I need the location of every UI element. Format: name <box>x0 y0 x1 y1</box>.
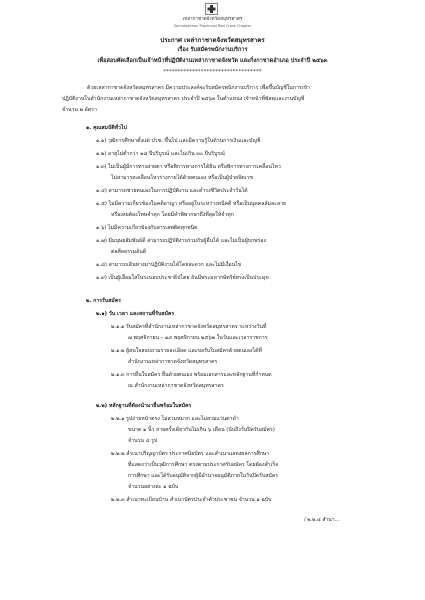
intro-line: ปฏิบัติงานในสำนักงานเหล่ากาชาดจังหวัดสมุทรสาคร ประจำปี ๒๕๖๓ ในตำแหน่ง เจ้าหน้าที่พัสดุและงานบัญชี <box>62 96 305 102</box>
section-2-1-item: ๒.๑.๓ การยื่นใบสมัคร ยื่นด้วยตนเอง พร้อมเอกสารและหลักฐานที่กำหนด <box>111 372 272 378</box>
section-1-item: ๑.๖) ไม่มีความเกี่ยวข้องกับสารเสพติดทุกชนิด <box>96 225 198 231</box>
separator-stars: ********************************** <box>163 69 262 75</box>
section-2-2-item: ๒.๒.๒ สำเนาปริญญาบัตร ประกาศนียบัตร และสำเนาแสดงผลการศึกษา <box>111 451 270 457</box>
section-2-2-item-cont: จำนวน ๔ รูป <box>128 438 158 444</box>
section-2-1-title: ๒.๑) วัน เวลา และสถานที่รับสมัคร <box>96 311 175 317</box>
announcement-purpose: เพื่อสอบคัดเลือกเป็นเจ้าหน้าที่ปฏิบัติงานเหล่ากาชาดจังหวัด และกิ่งกาชาดอำเภอ ประจำปี ๒๕๖๓ <box>97 58 328 64</box>
section-1-item: ๑.๑) วุฒิการศึกษาตั้งแต่ ปวช. ขึ้นไป และมีความรู้ในด้านการเงินและบัญชี <box>96 138 261 144</box>
section-2-1-item: ๒.๑.๒ ผู้สนใจสอบถามรายละเอียด และขอรับใบสมัครด้วยตนเองได้ที่ <box>111 348 262 354</box>
section-1-item: ๑.๒) อายุไม่ต่ำกว่า ๑๘ ปีบริบูรณ์ และไม่เกิน ๓๐ ปีบริบูรณ์ <box>96 151 225 157</box>
section-2-2-item-cont: การศึกษา และได้รับอนุมัติจากผู้มีอำนาจอนุมัติภายในวันปิดรับสมัคร <box>128 473 279 479</box>
section-1-item-cont: หรือเคยต้องโทษจำคุก โดยมีคำพิพากษาถึงที่สุดให้จำคุก <box>111 212 234 218</box>
section-2-2-item-cont: จำนวนอย่างละ ๑ ฉบับ <box>128 484 179 490</box>
intro-line: จำนวน ๒ อัตรา <box>62 107 97 113</box>
section-1-item-cont: ไม่สามารถเคลื่อนไหวร่างกายได้ด้วยตนเอง หรือเป็นผู้ป่วยจิตเวช <box>111 175 253 181</box>
section-2-1-item-cont: ณ สำนักงานเหล่ากาชาดจังหวัดสมุทรสาคร <box>128 383 224 389</box>
section-2-2-item-cont: ที่แสดงว่าเป็นวุฒิการศึกษา ตรงตามประกาศรับสมัคร โดยต้องสำเร็จ <box>128 462 279 468</box>
section-2-title: ๒. การรับสมัคร <box>86 298 121 304</box>
section-1-item: ๑.๔) สามารถช่วยตนเองในการปฏิบัติงาน และดำรงชีวิตประจำวันได้ <box>96 188 248 194</box>
announcement-subject: เรื่อง รับสมัครพนักงานบริการ <box>177 47 248 53</box>
continued-marker: / ๒.๒.๔ สำนา... <box>304 517 340 523</box>
section-2-1-item: ๒.๑.๑ รับสมัครที่สำนักงานเหล่ากาชาดจังหวัดสมุทรสาคร ระหว่างวันที่ <box>111 324 267 330</box>
intro-line: ด้วยเหล่ากาชาดจังหวัดสมุทรสาคร มีความประสงค์จะรับสมัครพนักงานบริการ เพื่อขึ้นบัญชีในการเข้า <box>87 85 310 91</box>
section-1-item: ๑.๘) สามารถเดินทางมาปฏิบัติงานได้โดยสะดวก และไม่มีเงื่อนไข <box>96 262 242 268</box>
section-2-2-item: ๒.๒.๓ สำเนาทะเบียนบ้าน สำเนาบัตรประจำตัวประชาชน จำนวน ๑ ฉบับ <box>111 497 272 503</box>
org-name-th: เหล่ากาชาดจังหวัดสมุทรสาคร <box>182 17 243 22</box>
section-1-title: ๑. คุณสมบัติทั่วไป <box>86 125 127 131</box>
red-cross-logo-icon <box>205 3 218 15</box>
section-1-item: ๑.๓) ไม่เป็นผู้มีการทางสายตา หรือพิการทางการได้ยิน หรือพิการทางการเคลื่อนไหว <box>96 164 281 170</box>
section-1-item: ๑.๕) ไม่มีความเกี่ยวข้องในคดีอาญา หรืออยู่ในระหว่างหนีคดี หรือเป็นบุคคลล้มละลาย <box>96 201 287 207</box>
section-1-item-cont: ต่อศีลธรรมอันดี <box>111 249 147 255</box>
section-2-1-item-cont: ๗ พฤศจิกายน – ๑๔ พฤศจิกายน ๒๕๖๒ ในวันและเวลาราชการ <box>128 335 268 341</box>
section-1-item: ๑.๙) เป็นผู้เลื่อมใสในระบอบประชาธิปไตย อันมีพระมหากษัตริย์ทรงเป็นประมุข <box>96 275 269 281</box>
org-name-en: Samutsakhon Provincial Red Cross Chapter <box>173 24 252 28</box>
section-2-1-item-cont: สำนักงานเหล่ากาชาดจังหวัดสมุทรสาคร <box>128 359 218 365</box>
section-2-2-item: ๒.๒.๑ รูปถ่ายหน้าตรง ไม่สวมหมวก และไม่สวมแว่นตาดำ <box>111 416 239 422</box>
section-2-2-title: ๒.๒) หลักฐานที่ต้องนำมายื่นพร้อมใบสมัคร <box>96 403 192 409</box>
section-1-item: ๑.๗) มีมนุษยสัมพันธ์ดี สามารถปฏิบัติงานร่วมกับผู้อื่นได้ และไม่เป็นผู้บกพร่อง <box>96 238 267 244</box>
announcement-title: ประกาศ เหล่ากาชาดจังหวัดสมุทรสาคร <box>160 37 265 44</box>
section-2-2-item-cont: ขนาด ๑ นิ้ว ถ่ายครั้งเดียวกันไม่เกิน ๖ เดือน (นับถึงวันปิดรับสมัคร) <box>128 427 275 433</box>
